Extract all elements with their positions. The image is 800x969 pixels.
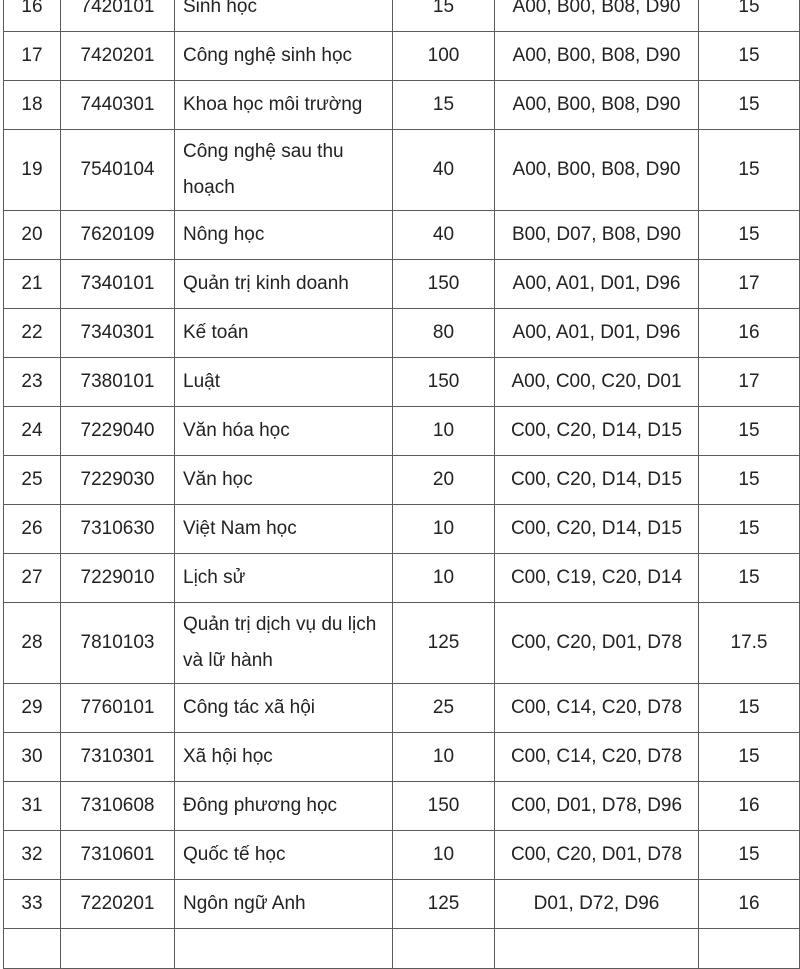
subject-combinations-cell: A00, B00, B08, D90 (495, 130, 699, 211)
benchmark-score-cell: 15 (699, 505, 800, 554)
table-row (4, 130, 800, 211)
major-name-cell: Xã hội học (175, 733, 393, 782)
table-row (4, 929, 800, 969)
major-code-cell: 7760101 (61, 684, 175, 733)
major-name-cell: Việt Nam học (175, 505, 393, 554)
row-number-cell: 21 (4, 260, 61, 309)
row-number-cell: 26 (4, 505, 61, 554)
benchmark-score-cell: 15 (699, 684, 800, 733)
table-row (4, 733, 800, 782)
major-name-cell: Văn học (175, 456, 393, 505)
row-number-cell (4, 929, 61, 969)
major-name-cell: Sinh học (175, 0, 393, 32)
major-code-cell: 7380101 (61, 358, 175, 407)
quota-cell: 40 (393, 130, 495, 211)
row-number-cell: 22 (4, 309, 61, 358)
table-body (4, 0, 800, 969)
table-row (4, 880, 800, 929)
major-code-cell: 7229040 (61, 407, 175, 456)
subject-combinations-cell: B00, D07, B08, D90 (495, 211, 699, 260)
major-name-cell: Nông học (175, 211, 393, 260)
benchmark-score-cell: 15 (699, 81, 800, 130)
major-name-cell: Công nghệ sau thu hoạch (175, 130, 393, 211)
table-row (4, 831, 800, 880)
major-name-cell: Đông phương học (175, 782, 393, 831)
quota-cell: 150 (393, 260, 495, 309)
subject-combinations-cell: C00, C19, C20, D14 (495, 554, 699, 603)
row-number-cell: 20 (4, 211, 61, 260)
row-number-cell: 23 (4, 358, 61, 407)
row-number-cell: 33 (4, 880, 61, 929)
row-number-cell: 16 (4, 0, 61, 32)
row-number-cell: 25 (4, 456, 61, 505)
major-name-cell: Lịch sử (175, 554, 393, 603)
subject-combinations-cell: C00, C20, D14, D15 (495, 505, 699, 554)
major-code-cell: 7220201 (61, 880, 175, 929)
major-code-cell: 7340101 (61, 260, 175, 309)
benchmark-score-cell: 17 (699, 358, 800, 407)
table-row (4, 456, 800, 505)
table-row (4, 260, 800, 309)
benchmark-score-cell: 16 (699, 880, 800, 929)
row-number-cell: 31 (4, 782, 61, 831)
table-row (4, 81, 800, 130)
subject-combinations-cell: D01, D72, D96 (495, 880, 699, 929)
quota-cell: 125 (393, 880, 495, 929)
subject-combinations-cell: A00, B00, B08, D90 (495, 0, 699, 32)
quota-cell: 80 (393, 309, 495, 358)
benchmark-score-cell: 15 (699, 32, 800, 81)
major-code-cell: 7340301 (61, 309, 175, 358)
benchmark-score-cell: 16 (699, 782, 800, 831)
admissions-table (3, 0, 800, 969)
quota-cell: 25 (393, 684, 495, 733)
quota-cell (393, 929, 495, 969)
major-name-cell (175, 929, 393, 969)
subject-combinations-cell: C00, C20, D01, D78 (495, 603, 699, 684)
quota-cell: 125 (393, 603, 495, 684)
major-code-cell: 7540104 (61, 130, 175, 211)
row-number-cell: 19 (4, 130, 61, 211)
quota-cell: 150 (393, 358, 495, 407)
quota-cell: 10 (393, 554, 495, 603)
row-number-cell: 24 (4, 407, 61, 456)
benchmark-score-cell: 15 (699, 0, 800, 32)
major-code-cell: 7620109 (61, 211, 175, 260)
subject-combinations-cell: A00, A01, D01, D96 (495, 309, 699, 358)
table-row (4, 603, 800, 684)
quota-cell: 10 (393, 733, 495, 782)
subject-combinations-cell: A00, B00, B08, D90 (495, 32, 699, 81)
row-number-cell: 27 (4, 554, 61, 603)
major-name-cell: Quốc tế học (175, 831, 393, 880)
subject-combinations-cell: A00, B00, B08, D90 (495, 81, 699, 130)
subject-combinations-cell: C00, C20, D01, D78 (495, 831, 699, 880)
row-number-cell: 18 (4, 81, 61, 130)
benchmark-score-cell: 15 (699, 554, 800, 603)
subject-combinations-cell: C00, D01, D78, D96 (495, 782, 699, 831)
benchmark-score-cell: 16 (699, 309, 800, 358)
row-number-cell: 28 (4, 603, 61, 684)
quota-cell: 15 (393, 0, 495, 32)
major-name-cell: Công tác xã hội (175, 684, 393, 733)
major-name-cell: Công nghệ sinh học (175, 32, 393, 81)
subject-combinations-cell: C00, C20, D14, D15 (495, 456, 699, 505)
major-code-cell: 7810103 (61, 603, 175, 684)
table-row (4, 554, 800, 603)
table-row (4, 309, 800, 358)
subject-combinations-cell: C00, C20, D14, D15 (495, 407, 699, 456)
major-code-cell: 7440301 (61, 81, 175, 130)
major-name-cell: Văn hóa học (175, 407, 393, 456)
major-name-cell: Kế toán (175, 309, 393, 358)
major-name-cell: Quản trị kinh doanh (175, 260, 393, 309)
quota-cell: 20 (393, 456, 495, 505)
row-number-cell: 30 (4, 733, 61, 782)
benchmark-score-cell: 17 (699, 260, 800, 309)
benchmark-score-cell: 15 (699, 211, 800, 260)
major-code-cell: 7310601 (61, 831, 175, 880)
quota-cell: 10 (393, 505, 495, 554)
major-name-cell: Khoa học môi trường (175, 81, 393, 130)
row-number-cell: 29 (4, 684, 61, 733)
benchmark-score-cell: 17.5 (699, 603, 800, 684)
benchmark-score-cell: 15 (699, 733, 800, 782)
quota-cell: 40 (393, 211, 495, 260)
benchmark-score-cell: 15 (699, 130, 800, 211)
subject-combinations-cell: A00, A01, D01, D96 (495, 260, 699, 309)
benchmark-score-cell: 15 (699, 831, 800, 880)
table-row (4, 32, 800, 81)
major-code-cell: 7310608 (61, 782, 175, 831)
major-name-cell: Ngôn ngữ Anh (175, 880, 393, 929)
row-number-cell: 17 (4, 32, 61, 81)
major-name-cell: Luật (175, 358, 393, 407)
major-code-cell: 7420201 (61, 32, 175, 81)
subject-combinations-cell: C00, C14, C20, D78 (495, 684, 699, 733)
major-code-cell: 7420101 (61, 0, 175, 32)
table-row (4, 211, 800, 260)
benchmark-score-cell: 15 (699, 456, 800, 505)
quota-cell: 10 (393, 407, 495, 456)
major-code-cell (61, 929, 175, 969)
subject-combinations-cell: C00, C14, C20, D78 (495, 733, 699, 782)
quota-cell: 10 (393, 831, 495, 880)
benchmark-score-cell: 15 (699, 407, 800, 456)
major-code-cell: 7229030 (61, 456, 175, 505)
table-row (4, 407, 800, 456)
major-code-cell: 7310630 (61, 505, 175, 554)
quota-cell: 15 (393, 81, 495, 130)
table-row (4, 684, 800, 733)
benchmark-score-cell (699, 929, 800, 969)
quota-cell: 150 (393, 782, 495, 831)
table-row (4, 505, 800, 554)
subject-combinations-cell: A00, C00, C20, D01 (495, 358, 699, 407)
table-row (4, 0, 800, 32)
table-row (4, 782, 800, 831)
major-name-cell: Quản trị dịch vụ du lịch và lữ hành (175, 603, 393, 684)
table-row (4, 358, 800, 407)
major-code-cell: 7229010 (61, 554, 175, 603)
subject-combinations-cell (495, 929, 699, 969)
major-code-cell: 7310301 (61, 733, 175, 782)
quota-cell: 100 (393, 32, 495, 81)
row-number-cell: 32 (4, 831, 61, 880)
